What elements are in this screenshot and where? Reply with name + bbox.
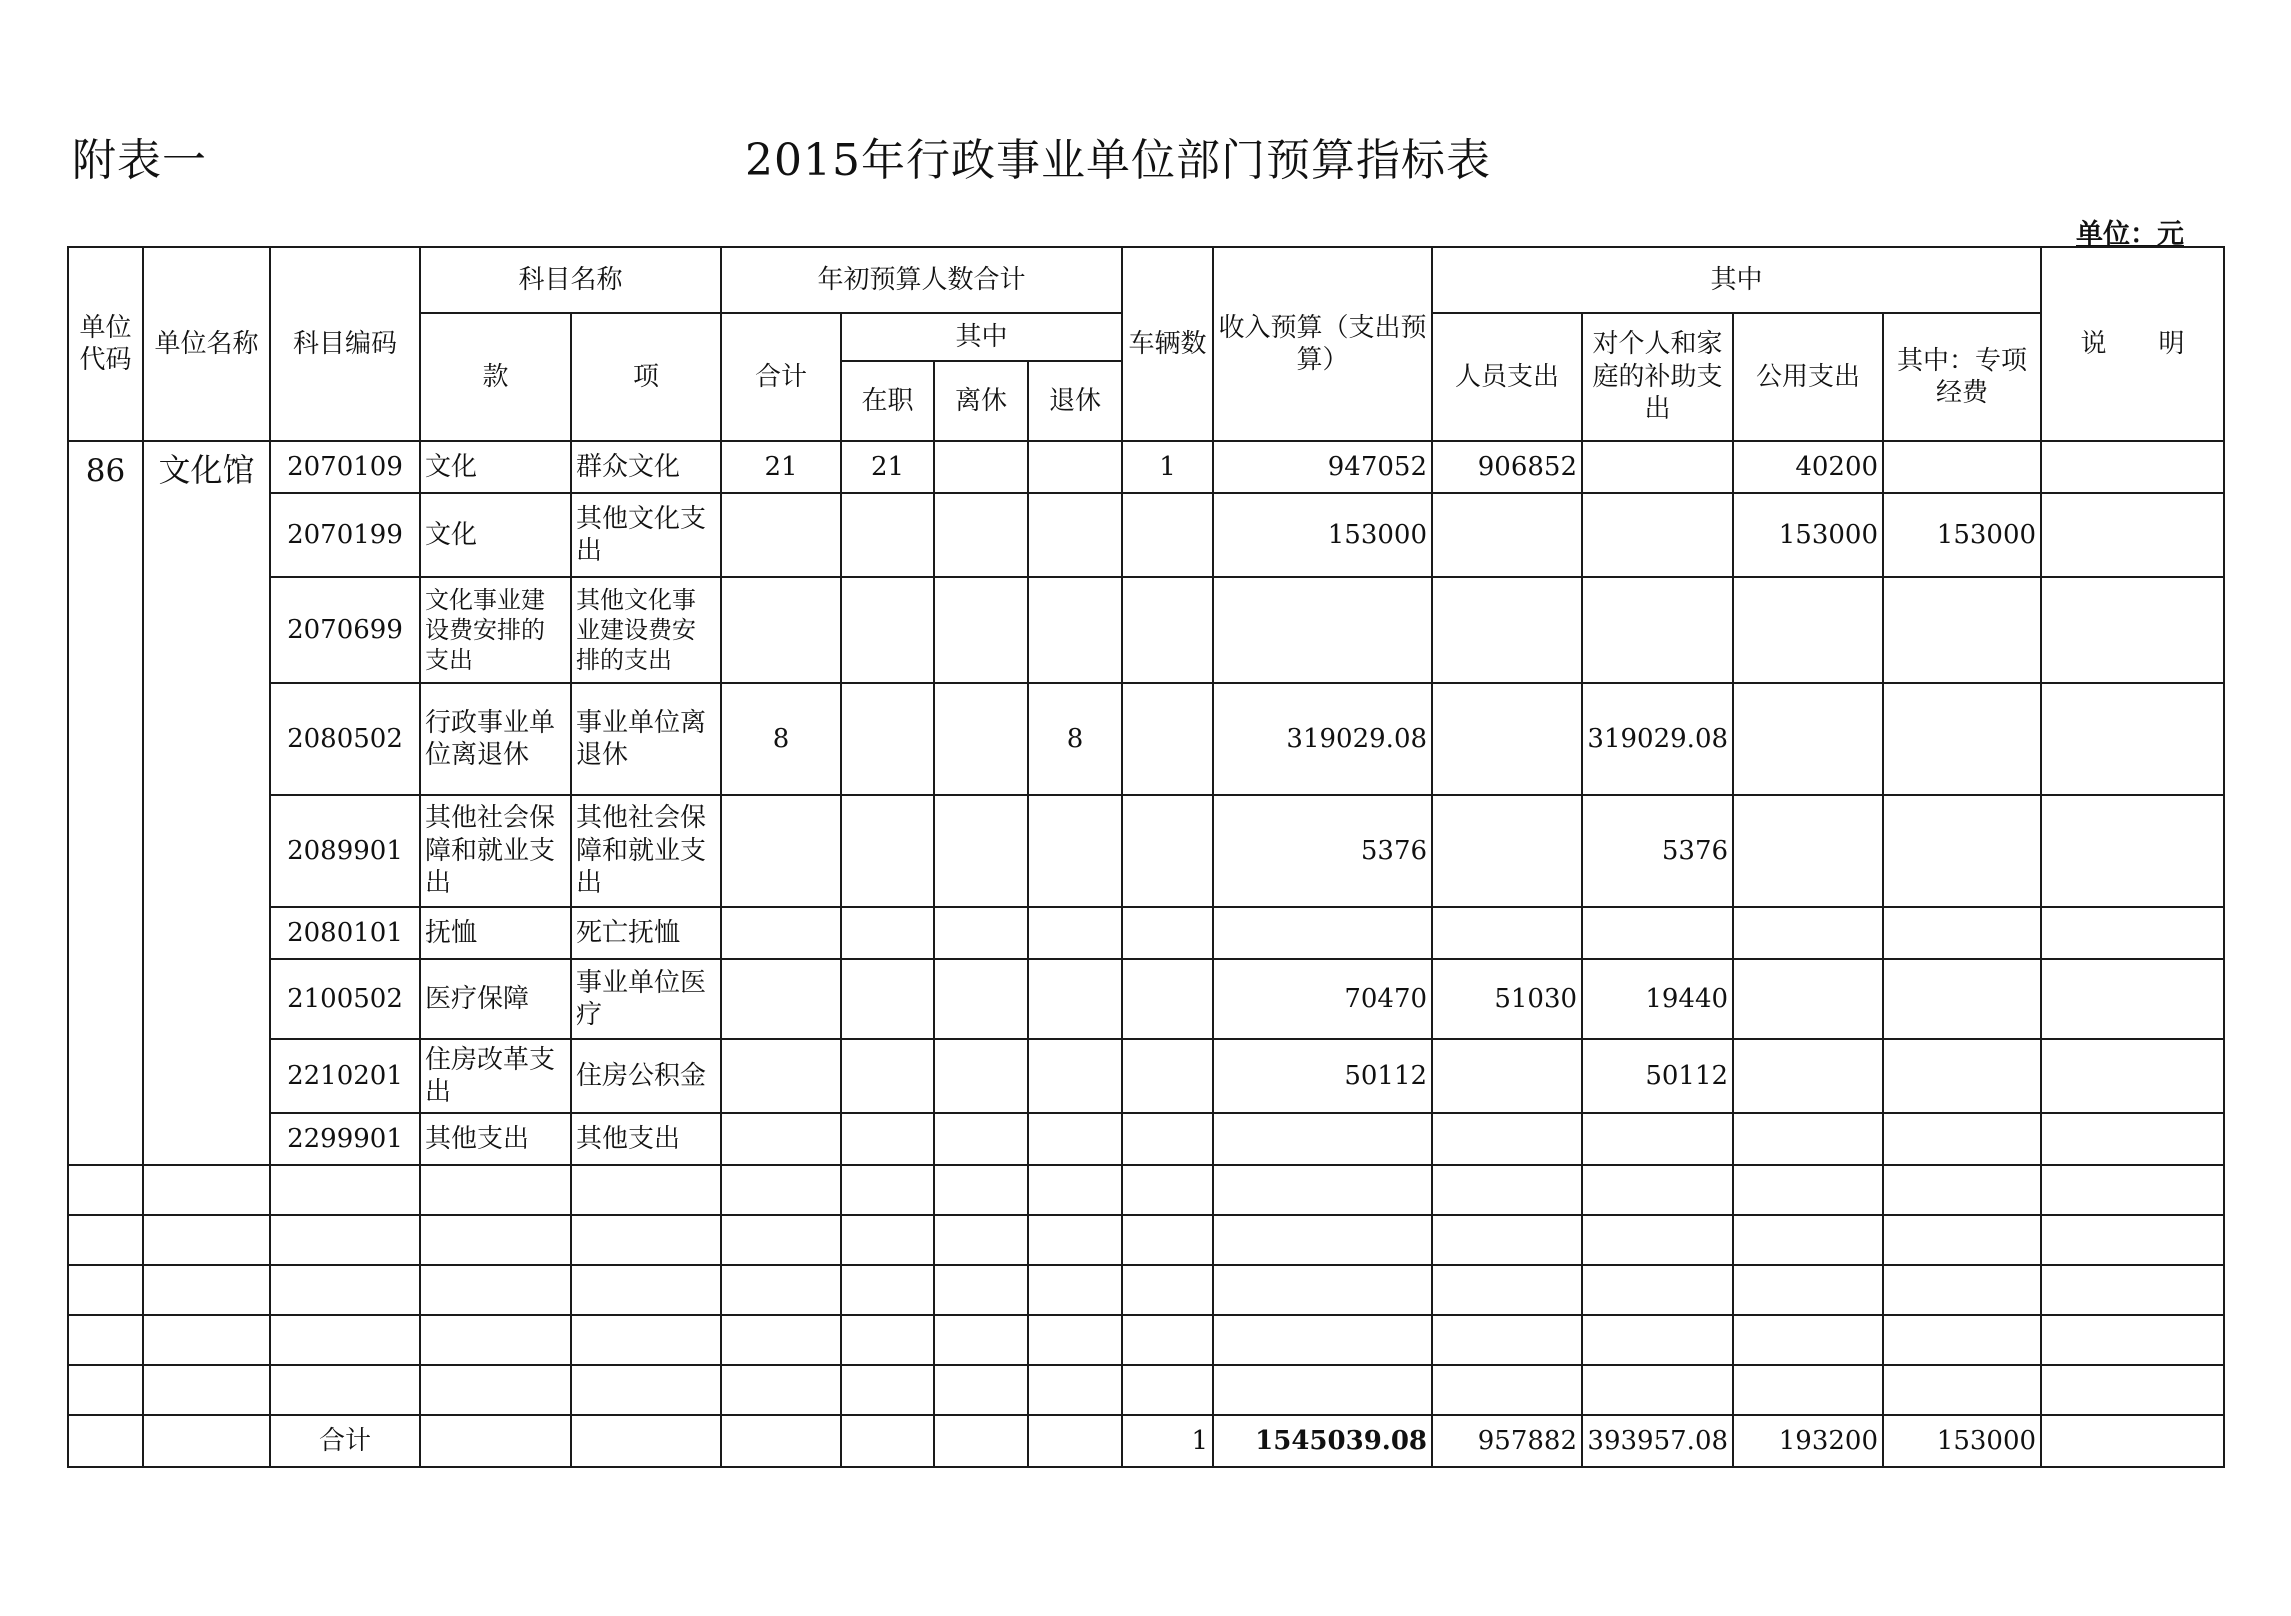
subsidy-cell bbox=[1582, 907, 1733, 959]
income-cell: 50112 bbox=[1213, 1039, 1432, 1113]
xiang-cell: 事业单位离退休 bbox=[571, 683, 721, 795]
remarks-cell bbox=[2041, 959, 2224, 1039]
hc-total-cell bbox=[721, 1113, 841, 1165]
staff-cell bbox=[1432, 795, 1582, 907]
hc-tuixiu-cell bbox=[1028, 577, 1122, 683]
special-cell bbox=[1883, 959, 2041, 1039]
unit-name-cell: 文化馆 bbox=[143, 441, 270, 1165]
unit-note: 单位：元 bbox=[2076, 219, 2184, 250]
remarks-cell bbox=[2041, 907, 2224, 959]
remarks-cell bbox=[2041, 493, 2224, 577]
hc-active-cell bbox=[841, 577, 934, 683]
table-row bbox=[68, 959, 2224, 1039]
table-row bbox=[68, 441, 2224, 493]
hc-active-cell bbox=[841, 683, 934, 795]
income-cell bbox=[1213, 907, 1432, 959]
remarks-cell bbox=[2041, 1415, 2224, 1467]
special-cell bbox=[1883, 577, 2041, 683]
hc-lixiu-cell bbox=[934, 907, 1028, 959]
hc-total-cell: 8 bbox=[721, 683, 841, 795]
table-row bbox=[68, 1113, 2224, 1165]
xiang-cell: 群众文化 bbox=[571, 441, 721, 493]
special-cell bbox=[1883, 683, 2041, 795]
hc-total-cell: 21 bbox=[721, 441, 841, 493]
public-cell bbox=[1733, 1039, 1883, 1113]
remarks-cell bbox=[2041, 1113, 2224, 1165]
kuan-cell: 住房改革支出 bbox=[420, 1039, 571, 1113]
total-vehicles: 1 bbox=[1122, 1415, 1213, 1467]
total-income: 1545039.08 bbox=[1213, 1415, 1432, 1467]
hc-lixiu-cell bbox=[934, 1039, 1028, 1113]
public-cell bbox=[1733, 683, 1883, 795]
col-headcount-sub: 其中 bbox=[841, 313, 1122, 361]
hc-lixiu-cell bbox=[934, 795, 1028, 907]
hc-total-cell bbox=[721, 907, 841, 959]
kuan-cell: 其他社会保障和就业支出 bbox=[420, 795, 571, 907]
xiang-cell: 死亡抚恤 bbox=[571, 907, 721, 959]
vehicles-cell bbox=[1122, 577, 1213, 683]
kuan-cell: 行政事业单位离退休 bbox=[420, 683, 571, 795]
kuan-cell: 抚恤 bbox=[420, 907, 571, 959]
subject-code-cell: 2089901 bbox=[270, 795, 420, 907]
subject-code-cell: 2210201 bbox=[270, 1039, 420, 1113]
special-cell: 153000 bbox=[1883, 493, 2041, 577]
col-public: 公用支出 bbox=[1733, 313, 1883, 441]
total-row bbox=[68, 1415, 2224, 1467]
total-special: 153000 bbox=[1883, 1415, 2041, 1467]
hc-lixiu-cell bbox=[934, 683, 1028, 795]
col-hc-active: 在职 bbox=[841, 361, 934, 441]
income-cell: 319029.08 bbox=[1213, 683, 1432, 795]
subsidy-cell: 19440 bbox=[1582, 959, 1733, 1039]
hc-active-cell bbox=[841, 1113, 934, 1165]
income-cell: 70470 bbox=[1213, 959, 1432, 1039]
staff-cell: 51030 bbox=[1432, 959, 1582, 1039]
income-cell: 947052 bbox=[1213, 441, 1432, 493]
col-headcount: 年初预算人数合计 bbox=[721, 247, 1122, 313]
income-cell: 153000 bbox=[1213, 493, 1432, 577]
xiang-cell: 其他社会保障和就业支出 bbox=[571, 795, 721, 907]
hc-total-cell bbox=[721, 959, 841, 1039]
subject-code-cell: 2080502 bbox=[270, 683, 420, 795]
vehicles-cell bbox=[1122, 683, 1213, 795]
subsidy-cell bbox=[1582, 1113, 1733, 1165]
subsidy-cell bbox=[1582, 577, 1733, 683]
staff-cell: 906852 bbox=[1432, 441, 1582, 493]
hc-total-cell bbox=[721, 1039, 841, 1113]
staff-cell bbox=[1432, 1113, 1582, 1165]
vehicles-cell bbox=[1122, 795, 1213, 907]
xiang-cell: 其他支出 bbox=[571, 1113, 721, 1165]
subject-code-cell: 2100502 bbox=[270, 959, 420, 1039]
empty-row bbox=[68, 1165, 2224, 1215]
table-row bbox=[68, 795, 2224, 907]
hc-tuixiu-cell bbox=[1028, 795, 1122, 907]
hc-tuixiu-cell bbox=[1028, 493, 1122, 577]
page-title: 2015年行政事业单位部门预算指标表 bbox=[745, 135, 1491, 186]
special-cell bbox=[1883, 907, 2041, 959]
table-row bbox=[68, 683, 2224, 795]
subject-code-cell: 2070199 bbox=[270, 493, 420, 577]
hc-tuixiu-cell bbox=[1028, 1113, 1122, 1165]
col-of-which: 其中 bbox=[1432, 247, 2041, 313]
subject-code-cell: 2070699 bbox=[270, 577, 420, 683]
col-kuan: 款 bbox=[420, 313, 571, 441]
hc-lixiu-cell bbox=[934, 441, 1028, 493]
remarks-cell bbox=[2041, 795, 2224, 907]
subsidy-cell: 319029.08 bbox=[1582, 683, 1733, 795]
income-cell: 5376 bbox=[1213, 795, 1432, 907]
hc-active-cell: 21 bbox=[841, 441, 934, 493]
xiang-cell: 事业单位医疗 bbox=[571, 959, 721, 1039]
unit-code-cell: 86 bbox=[68, 441, 143, 1165]
subsidy-cell bbox=[1582, 493, 1733, 577]
col-income: 收入预算（支出预算） bbox=[1213, 247, 1432, 441]
col-remarks: 说 明 bbox=[2041, 247, 2224, 441]
col-xiang: 项 bbox=[571, 313, 721, 441]
empty-row bbox=[68, 1215, 2224, 1265]
special-cell bbox=[1883, 1039, 2041, 1113]
public-cell bbox=[1733, 1113, 1883, 1165]
hc-active-cell bbox=[841, 959, 934, 1039]
special-cell bbox=[1883, 795, 2041, 907]
staff-cell bbox=[1432, 683, 1582, 795]
col-subject-code: 科目编码 bbox=[270, 247, 420, 441]
public-cell bbox=[1733, 907, 1883, 959]
total-subsidy: 393957.08 bbox=[1582, 1415, 1733, 1467]
hc-total-cell bbox=[721, 577, 841, 683]
hc-tuixiu-cell bbox=[1028, 441, 1122, 493]
vehicles-cell bbox=[1122, 493, 1213, 577]
appendix-label: 附表一 bbox=[72, 135, 207, 186]
hc-active-cell bbox=[841, 907, 934, 959]
public-cell bbox=[1733, 959, 1883, 1039]
empty-row bbox=[68, 1265, 2224, 1315]
budget-table bbox=[67, 246, 2225, 1468]
subject-code-cell: 2080101 bbox=[270, 907, 420, 959]
table-row bbox=[68, 1039, 2224, 1113]
vehicles-cell bbox=[1122, 907, 1213, 959]
remarks-cell bbox=[2041, 577, 2224, 683]
subject-code-cell: 2299901 bbox=[270, 1113, 420, 1165]
hc-lixiu-cell bbox=[934, 577, 1028, 683]
col-subsidy: 对个人和家庭的补助支出 bbox=[1582, 313, 1733, 441]
income-cell bbox=[1213, 1113, 1432, 1165]
empty-row bbox=[68, 1315, 2224, 1365]
remarks-cell bbox=[2041, 441, 2224, 493]
subject-code-cell: 2070109 bbox=[270, 441, 420, 493]
vehicles-cell: 1 bbox=[1122, 441, 1213, 493]
kuan-cell: 文化事业建设费安排的支出 bbox=[420, 577, 571, 683]
col-staff: 人员支出 bbox=[1432, 313, 1582, 441]
vehicles-cell bbox=[1122, 1113, 1213, 1165]
special-cell bbox=[1883, 441, 2041, 493]
vehicles-cell bbox=[1122, 959, 1213, 1039]
total-staff: 957882 bbox=[1432, 1415, 1582, 1467]
hc-tuixiu-cell bbox=[1028, 959, 1122, 1039]
staff-cell bbox=[1432, 493, 1582, 577]
hc-tuixiu-cell bbox=[1028, 1039, 1122, 1113]
hc-lixiu-cell bbox=[934, 493, 1028, 577]
col-special: 其中：专项经费 bbox=[1883, 313, 2041, 441]
col-unit-code: 单位代码 bbox=[68, 247, 143, 441]
total-label: 合计 bbox=[270, 1415, 420, 1467]
col-unit-name: 单位名称 bbox=[143, 247, 270, 441]
hc-active-cell bbox=[841, 795, 934, 907]
empty-row bbox=[68, 1365, 2224, 1415]
vehicles-cell bbox=[1122, 1039, 1213, 1113]
hc-tuixiu-cell: 8 bbox=[1028, 683, 1122, 795]
col-hc-tuixiu: 退休 bbox=[1028, 361, 1122, 441]
public-cell: 153000 bbox=[1733, 493, 1883, 577]
table-row bbox=[68, 493, 2224, 577]
table-row bbox=[68, 907, 2224, 959]
remarks-cell bbox=[2041, 683, 2224, 795]
hc-total-cell bbox=[721, 795, 841, 907]
kuan-cell: 文化 bbox=[420, 493, 571, 577]
remarks-cell bbox=[2041, 1039, 2224, 1113]
hc-lixiu-cell bbox=[934, 959, 1028, 1039]
subsidy-cell bbox=[1582, 441, 1733, 493]
subsidy-cell: 50112 bbox=[1582, 1039, 1733, 1113]
xiang-cell: 其他文化支出 bbox=[571, 493, 721, 577]
xiang-cell: 住房公积金 bbox=[571, 1039, 721, 1113]
hc-tuixiu-cell bbox=[1028, 907, 1122, 959]
subsidy-cell: 5376 bbox=[1582, 795, 1733, 907]
col-hc-lixiu: 离休 bbox=[934, 361, 1028, 441]
special-cell bbox=[1883, 1113, 2041, 1165]
hc-active-cell bbox=[841, 493, 934, 577]
staff-cell bbox=[1432, 1039, 1582, 1113]
public-cell bbox=[1733, 577, 1883, 683]
col-hc-total: 合计 bbox=[721, 313, 841, 441]
total-public: 193200 bbox=[1733, 1415, 1883, 1467]
hc-total-cell bbox=[721, 493, 841, 577]
col-subject-name: 科目名称 bbox=[420, 247, 721, 313]
income-cell bbox=[1213, 577, 1432, 683]
kuan-cell: 文化 bbox=[420, 441, 571, 493]
kuan-cell: 医疗保障 bbox=[420, 959, 571, 1039]
public-cell bbox=[1733, 795, 1883, 907]
staff-cell bbox=[1432, 577, 1582, 683]
staff-cell bbox=[1432, 907, 1582, 959]
hc-lixiu-cell bbox=[934, 1113, 1028, 1165]
kuan-cell: 其他支出 bbox=[420, 1113, 571, 1165]
xiang-cell: 其他文化事业建设费安排的支出 bbox=[571, 577, 721, 683]
hc-active-cell bbox=[841, 1039, 934, 1113]
table-row bbox=[68, 577, 2224, 683]
col-vehicles: 车辆数 bbox=[1122, 247, 1213, 441]
public-cell: 40200 bbox=[1733, 441, 1883, 493]
